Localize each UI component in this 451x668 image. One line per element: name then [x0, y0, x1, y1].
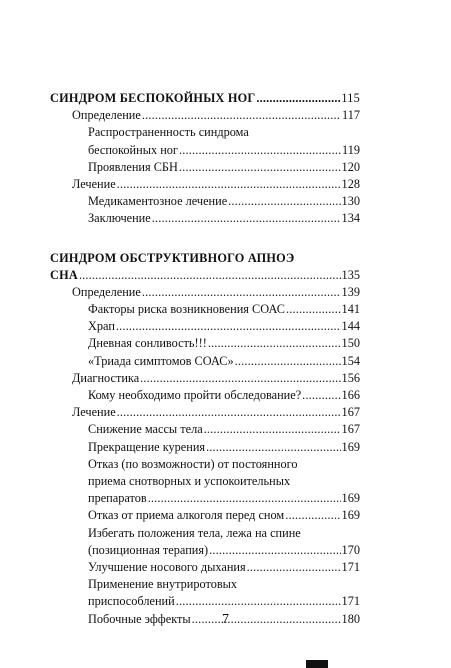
toc-entry-title: «Триада симптомов СОАС»: [88, 353, 234, 368]
toc-leader-dots: [286, 301, 341, 318]
toc-entry: [50, 210, 360, 227]
toc-entry-page: 169: [341, 491, 360, 506]
toc-entry-multiline: [50, 576, 360, 610]
toc-entry-last-line: [88, 542, 360, 559]
toc-entry-title-line: СИНДРОМ ОБСТРУКТИВНОГО АПНОЭ: [50, 250, 295, 265]
toc-entry: [50, 387, 360, 404]
toc-entry-multiline: [50, 456, 360, 508]
toc-entry-page: 166: [341, 388, 360, 403]
toc-entry: [50, 335, 360, 352]
toc-entry-title: Диагностика: [72, 370, 140, 385]
toc-entry-page: 180: [341, 611, 360, 626]
toc-leader-dots: [209, 542, 340, 559]
toc-entry: [50, 507, 360, 524]
toc-entry-page: 144: [341, 319, 360, 334]
toc-entry: [50, 90, 360, 107]
toc-entry-last-line: [50, 267, 360, 284]
toc-entry-page: 130: [341, 194, 360, 209]
toc-entry-title-line: Распространенность синдрома: [88, 125, 249, 140]
toc-entry: [50, 176, 360, 193]
toc-entry-title: Улучшение носового дыхания: [88, 559, 246, 574]
toc-leader-dots: [256, 90, 340, 107]
toc-entry-multiline: [50, 250, 360, 284]
toc-leader-dots: [208, 335, 341, 352]
toc-leader-dots: [179, 142, 341, 159]
toc-entry-title-line: приема снотворных и успокоительных: [88, 473, 291, 488]
toc-entry-title-line: Отказ (по возможности) от постоянного: [88, 456, 298, 471]
toc-leader-dots: [79, 267, 341, 284]
toc-entry-title-line: беспокойных ног: [88, 142, 178, 157]
toc-leader-dots: [116, 318, 341, 335]
toc-entry-page: 154: [341, 353, 360, 368]
toc-entry-title: Заключение: [88, 211, 151, 226]
bottom-mark: [306, 660, 328, 668]
toc-entry: [50, 301, 360, 318]
toc-entry-multiline: [50, 525, 360, 559]
toc-leader-dots: [302, 387, 340, 404]
toc-section: [50, 250, 360, 628]
toc-entry-title-line: (позиционная терапия): [88, 542, 209, 557]
toc-entry-page: 128: [341, 176, 360, 191]
toc-entry-page: 171: [341, 559, 360, 574]
toc-entry: [50, 439, 360, 456]
toc-entry: [50, 193, 360, 210]
toc-entry-last-line: [88, 142, 360, 159]
toc-entry-page: 141: [341, 302, 360, 317]
toc-entry-title: Побочные эффекты: [88, 611, 191, 626]
toc-entry-page: 150: [341, 336, 360, 351]
toc-leader-dots: [285, 507, 340, 524]
toc-entry: [50, 159, 360, 176]
toc-entry-page: 169: [341, 508, 360, 523]
toc-entry-title: СИНДРОМ БЕСПОКОЙНЫХ НОГ: [50, 90, 256, 105]
toc-entry: [50, 107, 360, 124]
toc-entry-page: 117: [342, 108, 360, 123]
toc-entry-page: 134: [341, 211, 360, 226]
page-number: 7: [222, 612, 229, 627]
toc-leader-dots: [176, 593, 341, 610]
toc-entry-multiline: [50, 124, 360, 158]
toc-leader-dots: [204, 421, 341, 438]
toc-entry: [50, 318, 360, 335]
toc-entry-page: 115: [341, 90, 360, 105]
toc-leader-dots: [117, 176, 341, 193]
toc-entry-title: Дневная сонливость!!!: [88, 336, 207, 351]
toc-entry-title: Проявления СБН: [88, 159, 178, 174]
toc-entry: [50, 421, 360, 438]
toc-entry: [50, 404, 360, 421]
toc-entry-title-line: СНА: [50, 267, 78, 282]
toc-leader-dots: [228, 193, 340, 210]
toc-entry-title: Кому необходимо пройти обследование?: [88, 388, 302, 403]
toc-entry: [50, 370, 360, 387]
toc-entry-page: 120: [341, 159, 360, 174]
toc-entry-title-line: Применение внутриротовых: [88, 577, 238, 592]
toc-entry-page: 169: [341, 439, 360, 454]
toc-entry: [50, 559, 360, 576]
toc-entry-page: 139: [341, 284, 360, 299]
toc-entry-title: Снижение массы тела: [88, 422, 203, 437]
toc-entry-page: 167: [341, 422, 360, 437]
toc-leader-dots: [152, 210, 341, 227]
toc-entry-page: 167: [341, 405, 360, 420]
toc-entry-title: Медикаментозное лечение: [88, 194, 228, 209]
toc-entry-page: 171: [341, 594, 360, 609]
toc-leader-dots: [206, 439, 340, 456]
toc-entry-title: Лечение: [72, 176, 116, 191]
toc-leader-dots: [117, 404, 341, 421]
toc-entry: [50, 284, 360, 301]
toc-leader-dots: [235, 353, 341, 370]
toc-entry-title: Лечение: [72, 405, 116, 420]
toc-entry-page: 135: [341, 267, 360, 282]
toc-leader-dots: [142, 107, 341, 124]
toc-leader-dots: [247, 559, 341, 576]
toc-section: [50, 90, 360, 228]
toc-entry-title: Определение: [72, 108, 141, 123]
toc-entry-last-line: [88, 593, 360, 610]
toc-entry-title: Прекращение курения: [88, 439, 206, 454]
toc-entry-page: 156: [341, 370, 360, 385]
toc-leader-dots: [140, 370, 340, 387]
toc-entry-title: Отказ от приема алкоголя перед сном: [88, 508, 285, 523]
toc-leader-dots: [148, 490, 341, 507]
toc-entry-page: 119: [342, 142, 360, 157]
toc-entry: [50, 353, 360, 370]
toc-leader-dots: [179, 159, 341, 176]
toc-entry-page: 170: [341, 542, 360, 557]
toc-entry-title-line: приспособлений: [88, 594, 175, 609]
toc-entry-title-line: Избегать положения тела, лежа на спине: [88, 525, 301, 540]
toc-entry-title: Определение: [72, 284, 141, 299]
toc-entry-title: Факторы риска возникновения СОАС: [88, 302, 285, 317]
toc-leader-dots: [142, 284, 341, 301]
toc-entry-title-line: препаратов: [88, 491, 147, 506]
toc-entry-title: Храп: [88, 319, 115, 334]
table-of-contents: [50, 90, 360, 628]
toc-entry-last-line: [88, 490, 360, 507]
